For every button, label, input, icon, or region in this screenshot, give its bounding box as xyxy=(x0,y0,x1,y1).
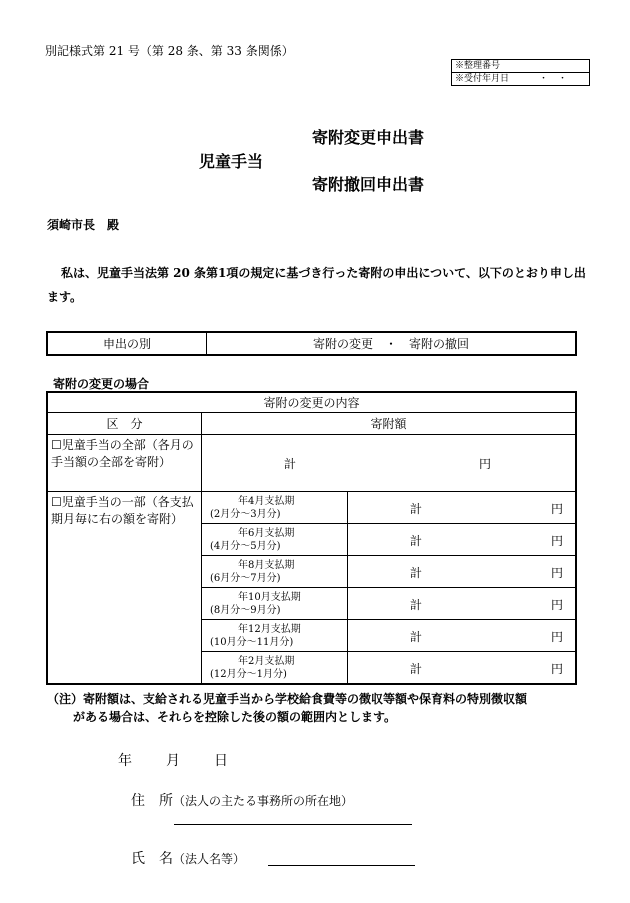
period-kei: 計 xyxy=(410,502,423,516)
name-label-text: 氏 名 xyxy=(131,851,173,867)
address-label xyxy=(131,790,353,810)
period-amount[interactable] xyxy=(348,588,577,620)
period-yen: 円 xyxy=(550,662,563,676)
title-child-allowance: 児童手当 xyxy=(199,152,264,171)
address-label-sub: （法人の主たる事務所の所在地） xyxy=(173,794,354,808)
addressee: 須崎市長 殿 xyxy=(47,218,120,232)
note-line2: がある場合は、それらを控除した後の額の範囲内とします。 xyxy=(73,710,397,724)
period-line1: 年2月支払期 xyxy=(238,655,295,667)
period-line1: 年4月支払期 xyxy=(238,495,295,507)
period-line1: 年10月支払期 xyxy=(238,591,301,603)
period-amount[interactable] xyxy=(348,556,577,588)
table-header: 寄附の変更の内容 xyxy=(47,392,576,413)
form-id: 別記様式第 21 号（第 28 条、第 33 条関係） xyxy=(45,44,294,58)
request-type-label: 申出の別 xyxy=(102,337,151,351)
title-withdraw: 寄附撤回申出書 xyxy=(312,175,425,194)
note xyxy=(47,690,597,726)
period-cell xyxy=(202,492,348,524)
donation-change-table xyxy=(46,391,577,685)
registry-date-dots: ・・ xyxy=(539,74,578,84)
address-line[interactable] xyxy=(174,824,412,825)
section-label: 寄附の変更の場合 xyxy=(53,377,150,391)
period-kei: 計 xyxy=(410,598,423,612)
period-kei: 計 xyxy=(410,662,423,676)
period-line2: (6月分～7月分) xyxy=(210,572,281,584)
registry-number-label: ※整理番号 xyxy=(455,61,501,71)
col-amount-header: 寄附額 xyxy=(202,413,577,435)
body-text: 私は、児童手当法第 20 条第1項の規定に基づき行った寄附の申出について、以下のとおり申し出ます。 xyxy=(47,266,586,304)
period-kei: 計 xyxy=(410,566,423,580)
period-yen: 円 xyxy=(550,598,563,612)
name-line[interactable] xyxy=(268,865,415,866)
period-line2: (4月分～5月分) xyxy=(210,540,281,552)
period-amount[interactable] xyxy=(348,492,577,524)
period-line2: (2月分～3月分) xyxy=(210,508,281,520)
address-label-text: 住 所 xyxy=(131,793,173,809)
note-line1: （注）寄附額は、支給される児童手当から学校給食費等の徴収等額や保育料の特別徴収額 xyxy=(47,692,528,706)
name-label xyxy=(131,848,245,868)
period-line2: (10月分～11月分) xyxy=(210,636,294,648)
request-type-value[interactable]: 寄附の変更 ・ 寄附の撤回 xyxy=(207,332,577,355)
period-amount[interactable] xyxy=(348,524,577,556)
registry-date-label: ※受付年月日 xyxy=(455,74,510,84)
period-cell xyxy=(202,556,348,588)
date-row[interactable] xyxy=(118,750,262,770)
period-kei: 計 xyxy=(410,630,423,644)
category-partial[interactable]: ☐児童手当の一部（各支払期月毎に右の額を寄附） xyxy=(47,492,202,685)
date-day: 日 xyxy=(214,753,228,769)
period-amount[interactable] xyxy=(348,620,577,652)
period-cell xyxy=(202,524,348,556)
period-line1: 年8月支払期 xyxy=(238,559,295,571)
period-line2: (12月分～1月分) xyxy=(210,668,287,680)
period-yen: 円 xyxy=(550,630,563,644)
registry-box xyxy=(451,59,590,86)
name-label-sub: （法人名等） xyxy=(173,852,246,866)
col-category-header: 区 分 xyxy=(47,413,202,435)
date-month: 月 xyxy=(166,753,180,769)
registry-date-row xyxy=(452,72,589,85)
period-cell xyxy=(202,620,348,652)
amount-all-yen: 円 xyxy=(479,457,492,471)
title-change: 寄附変更申出書 xyxy=(312,128,425,147)
period-cell xyxy=(202,588,348,620)
period-yen: 円 xyxy=(550,566,563,580)
request-type-table xyxy=(46,331,577,356)
period-kei: 計 xyxy=(410,534,423,548)
amount-all-kei: 計 xyxy=(284,457,297,471)
period-line2: (8月分～9月分) xyxy=(210,604,281,616)
date-year: 年 xyxy=(118,753,132,769)
category-all[interactable]: ☐児童手当の全部（各月の手当額の全部を寄附） xyxy=(47,435,202,492)
period-line1: 年6月支払期 xyxy=(238,527,295,539)
period-yen: 円 xyxy=(550,534,563,548)
amount-all[interactable] xyxy=(202,435,577,492)
period-cell xyxy=(202,652,348,685)
period-amount[interactable] xyxy=(348,652,577,685)
period-line1: 年12月支払期 xyxy=(238,623,301,635)
period-yen: 円 xyxy=(550,502,563,516)
